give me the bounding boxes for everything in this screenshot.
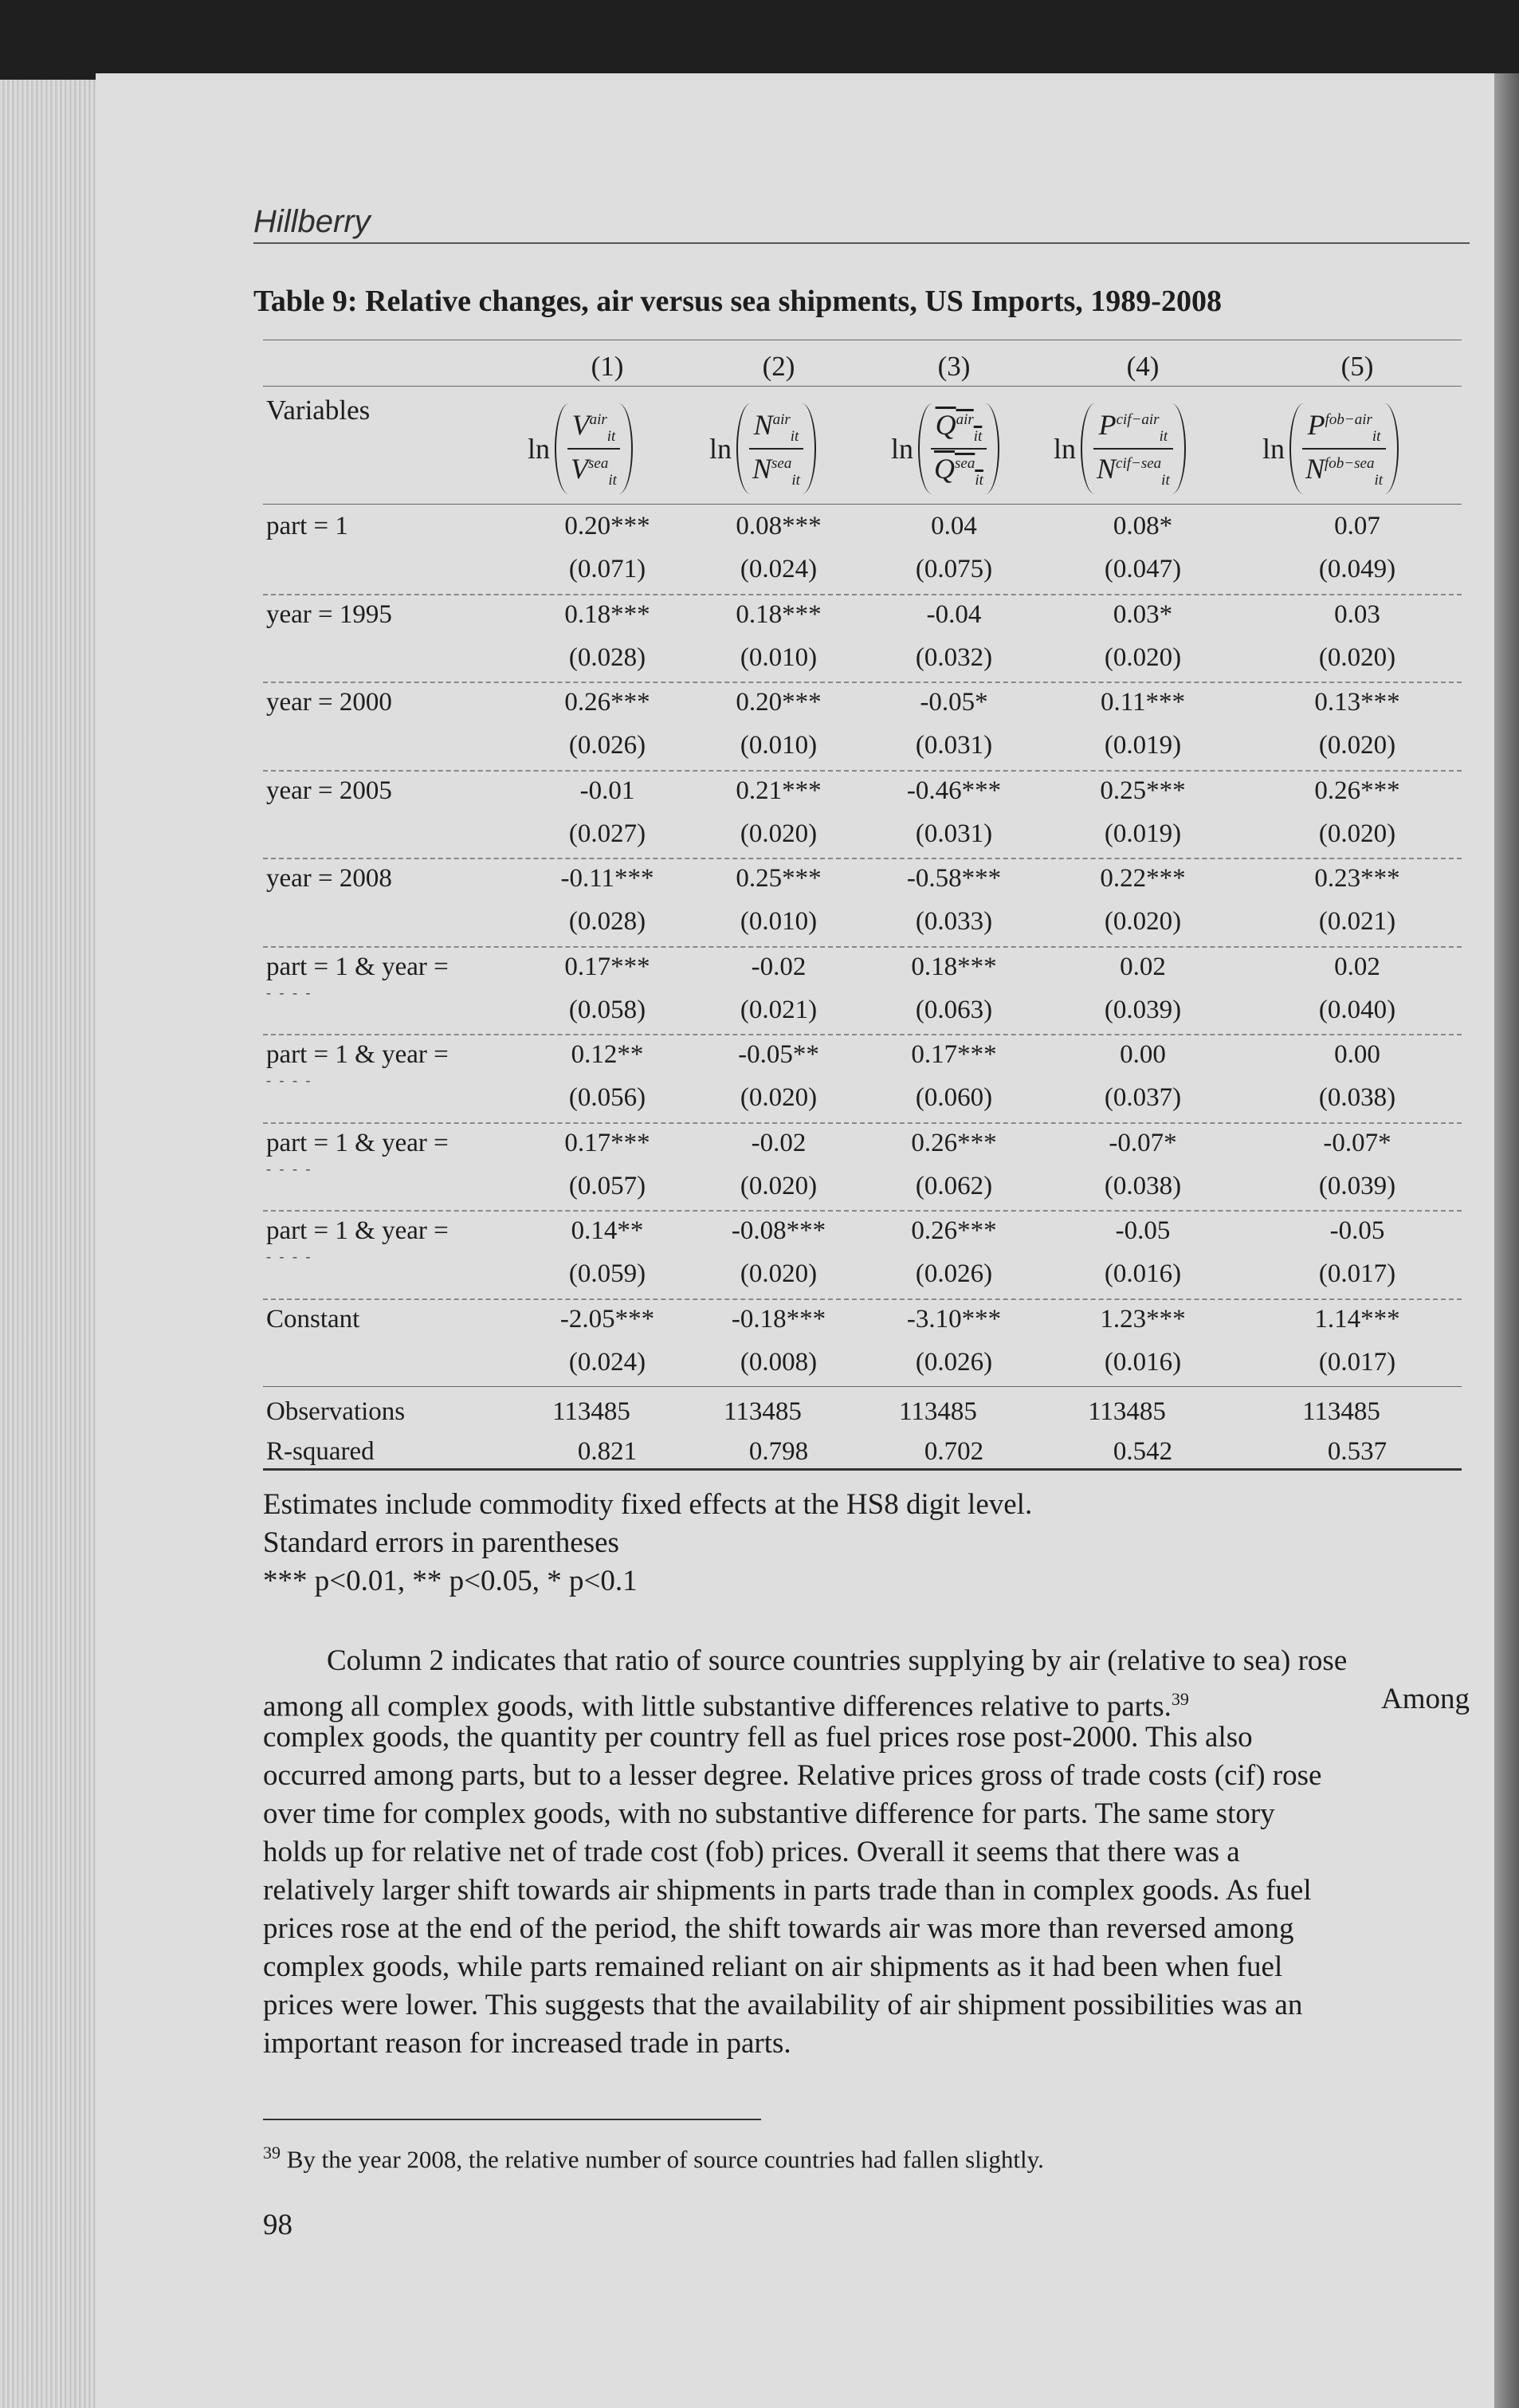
note-standard-errors: Standard errors in parentheses xyxy=(263,1526,619,1559)
paragraph-line-7: relatively larger shift towards air shipments in parts trade than in complex goods. As fuel xyxy=(263,1874,1312,1907)
coefficient-cell: -0.01 xyxy=(579,776,635,805)
running-head: Hillberry xyxy=(253,204,371,239)
standard-error-cell: (0.071) xyxy=(568,555,646,583)
standard-error-cell: (0.019) xyxy=(1104,819,1182,848)
coefficient-cell: 0.12** xyxy=(571,1040,644,1069)
row-label: part = 1 & year = xyxy=(266,1216,449,1245)
row-label: year = 1995 xyxy=(266,599,392,629)
standard-error-cell: (0.047) xyxy=(1104,555,1182,583)
paragraph-line-11: important reason for increased trade in parts. xyxy=(263,2027,791,2060)
standard-error-cell: (0.024) xyxy=(740,555,818,583)
footnote-reference[interactable]: 39 xyxy=(1171,1689,1189,1709)
note-significance: *** p<0.01, ** p<0.05, * p<0.1 xyxy=(263,1565,638,1597)
standard-error-cell: (0.016) xyxy=(1104,1259,1182,1288)
standard-error-cell: (0.010) xyxy=(740,642,818,672)
row-separator xyxy=(263,946,1462,948)
standard-error-cell: (0.027) xyxy=(568,819,646,848)
standard-error-cell: (0.020) xyxy=(1318,819,1396,848)
coefficient-cell: -0.02 xyxy=(751,1128,807,1157)
standard-error-cell: (0.039) xyxy=(1318,1171,1396,1200)
paragraph-line-5: over time for complex goods, with no substantive difference for parts. The same story xyxy=(263,1797,1275,1830)
observations-cell: 113485 xyxy=(552,1397,630,1426)
column-number-1: (1) xyxy=(591,351,624,382)
row-label-year-placeholder: - - - - xyxy=(266,1248,313,1264)
coefficient-cell: -0.05 xyxy=(1115,1216,1171,1245)
coefficient-cell: 0.20*** xyxy=(564,512,650,540)
standard-error-cell: (0.020) xyxy=(740,1083,818,1112)
column-number-3: (3) xyxy=(937,351,971,382)
standard-error-cell: (0.049) xyxy=(1318,555,1396,583)
paragraph-line-9: complex goods, while parts remained reliant on air shipments as it had been when fuel xyxy=(263,1950,1283,1983)
coefficient-cell: -0.46*** xyxy=(906,776,1002,805)
coefficient-cell: 0.11*** xyxy=(1100,688,1186,717)
standard-error-cell: (0.062) xyxy=(915,1171,993,1200)
observations-label: Observations xyxy=(266,1397,406,1426)
row-separator xyxy=(263,594,1462,595)
coefficient-cell: -0.07* xyxy=(1109,1128,1177,1157)
coefficient-cell: -3.10*** xyxy=(906,1304,1002,1334)
column-number-4: (4) xyxy=(1126,351,1160,382)
paragraph-line-8: prices rose at the end of the period, the shift towards air was more than reversed among xyxy=(263,1912,1294,1945)
coefficient-cell: 0.26*** xyxy=(564,688,650,717)
standard-error-cell: (0.038) xyxy=(1104,1171,1182,1200)
coefficient-cell: 0.20*** xyxy=(736,688,822,717)
table-bottom-rule xyxy=(263,1468,1462,1471)
coefficient-cell: -0.04 xyxy=(926,599,982,629)
coefficient-cell: 0.03* xyxy=(1113,599,1173,629)
coefficient-cell: 0.00 xyxy=(1120,1040,1166,1069)
header-rule xyxy=(263,386,1462,387)
paragraph-line-6: holds up for relative net of trade cost (fob) prices. Overall it seems that there was a xyxy=(263,1836,1240,1868)
coefficient-cell: 0.26*** xyxy=(911,1216,997,1245)
row-separator xyxy=(263,1386,1462,1387)
coefficient-cell: -0.02 xyxy=(751,952,807,981)
standard-error-cell: (0.026) xyxy=(915,1347,993,1377)
r_squared-cell: 0.542 xyxy=(1113,1437,1173,1466)
standard-error-cell: (0.056) xyxy=(568,1083,646,1112)
standard-error-cell: (0.058) xyxy=(568,995,646,1024)
row-label: part = 1 & year = xyxy=(266,1040,449,1069)
row-separator xyxy=(263,858,1462,859)
coefficient-cell: 0.18*** xyxy=(911,952,997,981)
coefficient-cell: 0.13*** xyxy=(1314,688,1400,717)
row-label: part = 1 xyxy=(266,512,348,540)
coefficient-cell: -0.08*** xyxy=(731,1216,826,1245)
formula-rule xyxy=(263,504,1462,505)
standard-error-cell: (0.017) xyxy=(1318,1259,1396,1288)
observations-cell: 113485 xyxy=(724,1397,802,1426)
paragraph-line-10: prices were lower. This suggests that the availability of air shipment possibilities was an xyxy=(263,1989,1303,2021)
standard-error-cell: (0.038) xyxy=(1318,1083,1396,1112)
standard-error-cell: (0.028) xyxy=(568,907,646,936)
coefficient-cell: 0.18*** xyxy=(736,599,822,629)
coefficient-cell: 0.23*** xyxy=(1314,864,1400,893)
standard-error-cell: (0.021) xyxy=(740,995,818,1024)
coefficient-cell: -0.05* xyxy=(920,688,988,717)
coefficient-cell: 0.02 xyxy=(1120,952,1166,981)
footnote-rule xyxy=(263,2119,761,2120)
standard-error-cell: (0.020) xyxy=(740,819,818,848)
note-fixed-effects: Estimates include commodity fixed effects at the HS8 digit level. xyxy=(263,1488,1033,1521)
standard-error-cell: (0.017) xyxy=(1318,1347,1396,1377)
coefficient-cell: 0.14** xyxy=(571,1216,644,1245)
standard-error-cell: (0.016) xyxy=(1104,1347,1182,1377)
page-stack-edge xyxy=(0,80,108,2408)
row-label: year = 2008 xyxy=(266,864,392,893)
row-separator xyxy=(263,1122,1462,1124)
paragraph-line-3: complex goods, the quantity per country fell as fuel prices rose post-2000. This also xyxy=(263,1721,1253,1754)
row-label: part = 1 & year = xyxy=(266,952,449,981)
coefficient-cell: 1.14*** xyxy=(1314,1304,1400,1334)
row-label: year = 2000 xyxy=(266,688,392,717)
coefficient-cell: -0.11*** xyxy=(560,864,654,893)
coefficient-cell: 0.03 xyxy=(1334,599,1380,629)
coefficient-cell: 0.04 xyxy=(931,512,977,540)
variables-label: Variables xyxy=(266,395,371,426)
formula-col5: ln $\frac{P^{fob-air}_{it}}{N^{fob-sea}_{it}}$ xyxy=(1262,389,1399,509)
coefficient-cell: 0.17*** xyxy=(564,1128,650,1157)
r_squared-label: R-squared xyxy=(266,1437,375,1466)
r_squared-cell: 0.798 xyxy=(748,1437,809,1466)
footnote-number: 39 xyxy=(263,2143,281,2162)
row-separator xyxy=(263,1210,1462,1212)
r_squared-cell: 0.821 xyxy=(577,1437,638,1466)
standard-error-cell: (0.010) xyxy=(740,731,818,760)
standard-error-cell: (0.019) xyxy=(1104,731,1182,760)
coefficient-cell: -0.05** xyxy=(738,1040,819,1069)
paragraph-line-1: Column 2 indicates that ratio of source countries supplying by air (relative to sea) rose xyxy=(327,1644,1348,1677)
row-separator xyxy=(263,770,1462,772)
standard-error-cell: (0.075) xyxy=(915,555,993,583)
standard-error-cell: (0.031) xyxy=(915,731,993,760)
coefficient-cell: 0.25*** xyxy=(736,864,822,893)
paragraph-line-2-tail: Among xyxy=(1381,1683,1470,1715)
formula-col4: ln $\frac{P^{cif-air}_{it}}{N^{cif-sea}_{it}}$ xyxy=(1054,389,1186,509)
standard-error-cell: (0.032) xyxy=(915,642,993,672)
coefficient-cell: 0.07 xyxy=(1334,512,1380,540)
coefficient-cell: 0.18*** xyxy=(564,599,650,629)
row-label-year-placeholder: - - - - xyxy=(266,1072,313,1088)
standard-error-cell: (0.020) xyxy=(1318,642,1396,672)
coefficient-cell: 0.02 xyxy=(1334,952,1380,981)
coefficient-cell: 0.22*** xyxy=(1100,864,1186,893)
coefficient-cell: 0.26*** xyxy=(911,1128,997,1157)
standard-error-cell: (0.060) xyxy=(915,1083,993,1112)
row-separator xyxy=(263,682,1462,683)
standard-error-cell: (0.010) xyxy=(740,907,818,936)
coefficient-cell: -0.18*** xyxy=(731,1304,826,1334)
coefficient-cell: 0.08* xyxy=(1113,512,1173,540)
standard-error-cell: (0.026) xyxy=(915,1259,993,1288)
row-label: Constant xyxy=(266,1304,360,1334)
standard-error-cell: (0.039) xyxy=(1104,995,1182,1024)
standard-error-cell: (0.059) xyxy=(568,1259,646,1288)
observations-cell: 113485 xyxy=(899,1397,977,1426)
standard-error-cell: (0.024) xyxy=(568,1347,646,1377)
standard-error-cell: (0.020) xyxy=(740,1259,818,1288)
coefficient-cell: -0.05 xyxy=(1329,1216,1385,1245)
standard-error-cell: (0.037) xyxy=(1104,1083,1182,1112)
coefficient-cell: 0.21*** xyxy=(736,776,822,805)
coefficient-cell: 0.25*** xyxy=(1100,776,1186,805)
formula-col1: ln $\frac{V^{air}_{it}}{V^{sea}_{it}}$ xyxy=(528,389,633,509)
coefficient-cell: 0.17*** xyxy=(564,952,650,981)
row-label: year = 2005 xyxy=(266,776,392,805)
coefficient-cell: -0.58*** xyxy=(906,864,1002,893)
r_squared-cell: 0.702 xyxy=(924,1437,984,1466)
row-label: part = 1 & year = xyxy=(266,1128,449,1157)
coefficient-cell: -0.07* xyxy=(1323,1128,1391,1157)
footnote xyxy=(263,2143,1044,2174)
standard-error-cell: (0.026) xyxy=(568,731,646,760)
r_squared-cell: 0.537 xyxy=(1327,1437,1388,1466)
formula-col2: ln $\frac{N^{air}_{it}}{N^{sea}_{it}}$ xyxy=(709,389,816,509)
row-separator xyxy=(263,1034,1462,1035)
standard-error-cell: (0.020) xyxy=(1318,731,1396,760)
coefficient-cell: 0.00 xyxy=(1334,1040,1380,1069)
coefficient-cell: 0.08*** xyxy=(736,512,822,540)
row-label-year-placeholder: - - - - xyxy=(266,1160,313,1177)
page-number: 98 xyxy=(263,2209,292,2241)
standard-error-cell: (0.040) xyxy=(1318,995,1396,1024)
standard-error-cell: (0.028) xyxy=(568,642,646,672)
standard-error-cell: (0.020) xyxy=(740,1171,818,1200)
standard-error-cell: (0.020) xyxy=(1104,642,1182,672)
standard-error-cell: (0.063) xyxy=(915,995,993,1024)
coefficient-cell: 0.26*** xyxy=(1314,776,1400,805)
standard-error-cell: (0.008) xyxy=(740,1347,818,1377)
observations-cell: 113485 xyxy=(1302,1397,1380,1426)
formula-col3: ln $\frac{Q^{air}_{it}}{Q^{sea}_{it}}$ xyxy=(891,389,999,509)
coefficient-cell: 0.17*** xyxy=(911,1040,997,1069)
row-label-year-placeholder: - - - - xyxy=(266,984,313,1000)
coefficient-cell: -2.05*** xyxy=(559,1304,655,1334)
standard-error-cell: (0.031) xyxy=(915,819,993,848)
standard-error-cell: (0.020) xyxy=(1104,907,1182,936)
book-spine-shadow xyxy=(1494,73,1519,2408)
standard-error-cell: (0.021) xyxy=(1318,907,1396,936)
standard-error-cell: (0.033) xyxy=(915,907,993,936)
coefficient-cell: 1.23*** xyxy=(1100,1304,1186,1334)
running-head-rule xyxy=(253,242,1470,244)
footnote-text: By the year 2008, the relative number of source countries had fallen slightly. xyxy=(286,2145,1044,2174)
column-number-2: (2) xyxy=(762,351,795,382)
table-caption: Table 9: Relative changes, air versus sea shipments, US Imports, 1989-2008 xyxy=(253,285,1222,318)
standard-error-cell: (0.057) xyxy=(568,1171,646,1200)
paragraph-line-2-text: among all complex goods, with little substantive differences relative to parts. xyxy=(263,1690,1172,1723)
column-number-5: (5) xyxy=(1340,351,1374,382)
row-separator xyxy=(263,1298,1462,1300)
paragraph-line-4: occurred among parts, but to a lesser degree. Relative prices gross of trade costs (cif) rose xyxy=(263,1759,1322,1792)
observations-cell: 113485 xyxy=(1088,1397,1166,1426)
